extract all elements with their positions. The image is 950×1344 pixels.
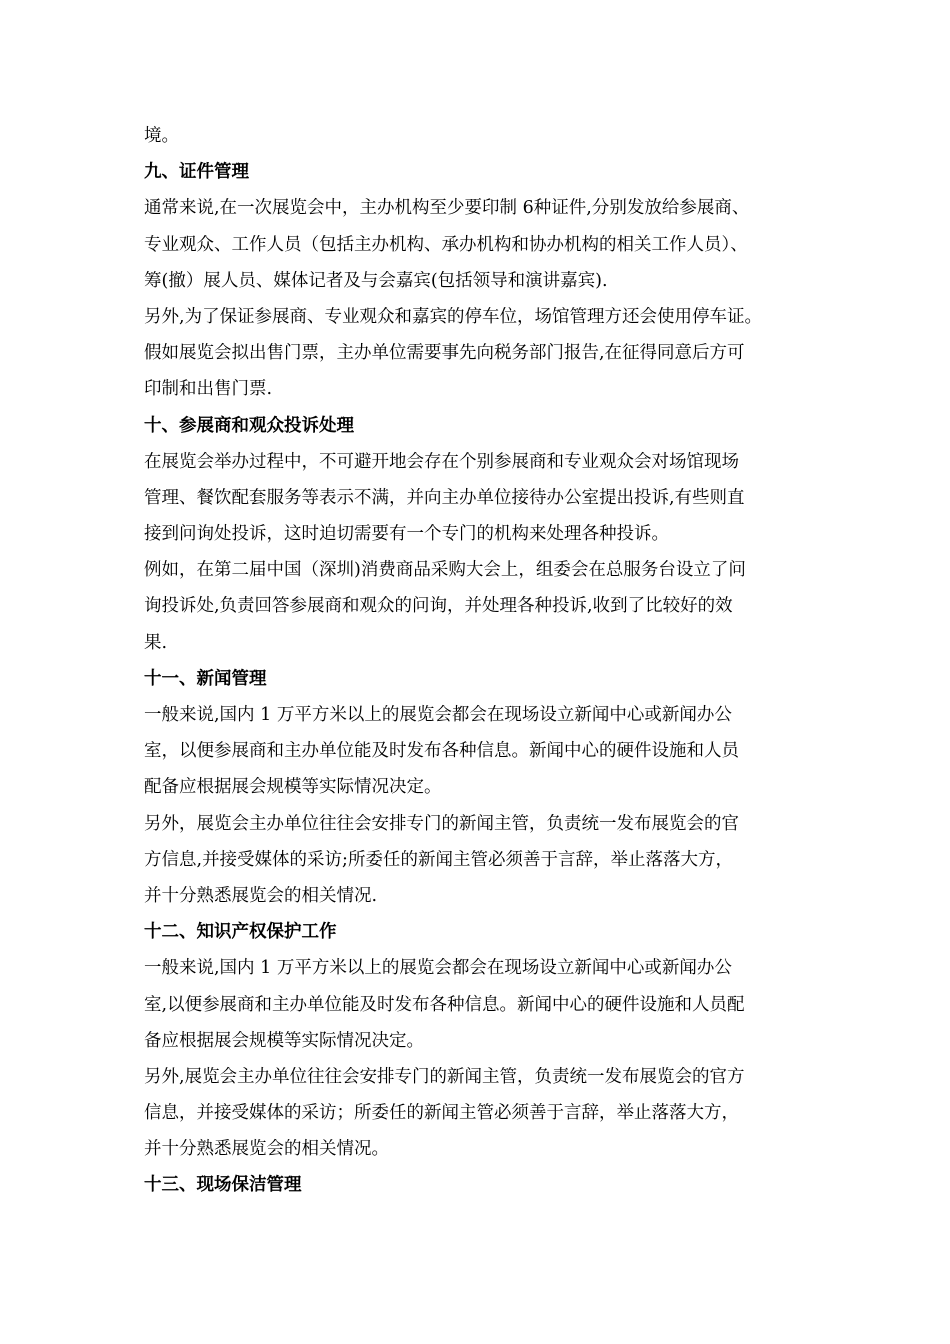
body-text-line: 备应根据展会规模等实际情况决定。 <box>144 1030 424 1051</box>
body-text-line: 另外,展览会主办单位往往会安排专门的新闻主管，负责统一发布展览会的官方 <box>144 1066 745 1087</box>
section-heading: 十、参展商和观众投诉处理 <box>144 415 354 436</box>
body-text-line: 配备应根据展会规模等实际情况决定。 <box>144 777 442 798</box>
body-text-line: 接到问询处投诉，这时迫切需要有一个专门的机构来处理各种投诉。 <box>144 524 669 545</box>
body-text-line: 通常来说,在一次展览会中，主办机构至少要印制 6种证件,分别发放给参展商、 <box>144 198 750 219</box>
section-heading: 十二、知识产权保护工作 <box>144 922 337 943</box>
section-heading: 十三、现场保洁管理 <box>144 1175 302 1196</box>
body-text-line: 并十分熟悉展览会的相关情况。 <box>144 1139 389 1160</box>
body-text-line: 询投诉处,负责回答参展商和观众的问询，并处理各种投诉,收到了比较好的效 <box>144 596 733 617</box>
body-text-line: 果. <box>144 632 168 653</box>
body-text-line: 方信息,并接受媒体的采访;所委任的新闻主管必须善于言辞，举止落落大方， <box>144 849 733 870</box>
body-text-line: 一般来说,国内 1 万平方米以上的展览会都会在现场设立新闻中心或新闻办公 <box>144 705 732 725</box>
body-text-line: 境。 <box>144 126 179 146</box>
body-text-line: 在展览会举办过程中，不可避开地会存在个别参展商和专业观众会对场馆现场 <box>144 451 739 472</box>
body-text-line: 室，以便参展商和主办单位能及时发布各种信息。新闻中心的硬件设施和人员 <box>144 741 739 762</box>
body-text-line: 信息，并接受媒体的采访；所委任的新闻主管必须善于言辞，举止落落大方， <box>144 1103 739 1124</box>
section-heading: 九、证件管理 <box>144 162 249 183</box>
body-text-line: 专业观众、工作人员（包括主办机构、承办机构和协办机构的相关工作人员）、 <box>144 234 748 255</box>
body-text-line: 例如，在第二届中国（深圳)消费商品采购大会上，组委会在总服务台设立了问 <box>144 560 746 581</box>
body-text-line: 假如展览会拟出售门票，主办单位需要事先向税务部门报告,在征得同意后方可 <box>144 343 745 364</box>
body-text-line: 筹(撤）展人员、媒体记者及与会嘉宾(包括领导和演讲嘉宾). <box>144 270 608 291</box>
body-text-line: 管理、餐饮配套服务等表示不满，并向主办单位接待办公室提出投诉,有些则直 <box>144 487 745 508</box>
document-page <box>144 118 816 1204</box>
body-text-line: 另外，展览会主办单位往往会安排专门的新闻主管，负责统一发布展览会的官 <box>144 813 739 834</box>
body-text-line: 一般来说,国内 1 万平方米以上的展览会都会在现场设立新闻中心或新闻办公 <box>144 958 732 979</box>
body-text-line: 室,以便参展商和主办单位能及时发布各种信息。新闻中心的硬件设施和人员配 <box>144 994 745 1015</box>
body-text-line: 另外,为了保证参展商、专业观众和嘉宾的停车位，场馆管理方还会使用停车证。 <box>144 306 763 327</box>
section-heading: 十一、新闻管理 <box>144 668 267 689</box>
body-text-line: 并十分熟悉展览会的相关情况. <box>144 885 378 906</box>
body-text-line: 印制和出售门票. <box>144 379 273 400</box>
